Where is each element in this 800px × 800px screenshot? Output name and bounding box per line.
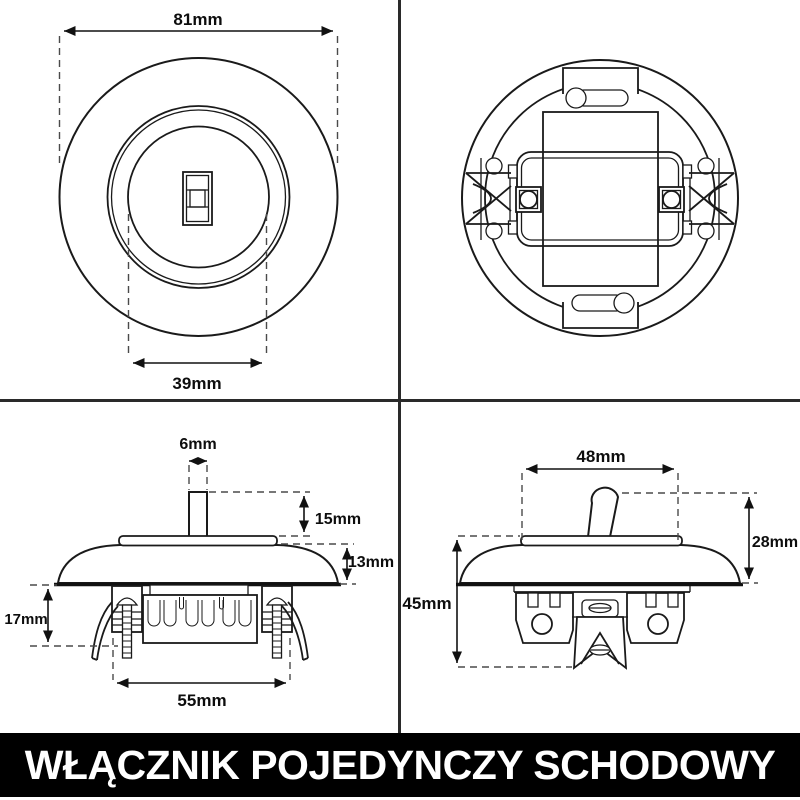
toggle-middle-face xyxy=(190,190,205,207)
toggle-pedestal xyxy=(521,536,682,546)
screw-terminal-right xyxy=(659,187,684,212)
banner-title: WŁĄCZNIK POJEDYNCZY SCHODOWY xyxy=(24,741,776,788)
contact-prong xyxy=(550,593,560,607)
dimension-label-17mm: 17mm xyxy=(4,611,48,628)
dimension-label-6mm: 6mm xyxy=(179,436,217,453)
side-view-drawing xyxy=(54,492,341,660)
expanding-claw-right xyxy=(689,173,734,224)
cover-center-circle xyxy=(128,127,269,268)
screw-shaft-left xyxy=(123,605,132,658)
screw-terminal-left xyxy=(516,187,541,212)
title-banner xyxy=(0,733,800,797)
terminal-box-right xyxy=(627,593,684,643)
toggle-pedestal xyxy=(119,536,277,546)
cover-rim-inner-circle xyxy=(112,110,286,284)
dimension-knob-height xyxy=(209,492,361,536)
dimension-knob-width xyxy=(179,436,216,490)
vertical-divider xyxy=(398,0,401,733)
mechanism-block xyxy=(543,112,658,286)
keyhole-slot-top xyxy=(566,88,628,108)
dimension-label-55mm: 55mm xyxy=(177,691,227,710)
centre-claw xyxy=(572,600,628,668)
screw-shaft-right xyxy=(273,605,282,658)
toggle-front xyxy=(183,172,212,225)
cover-plate-outer-circle xyxy=(60,58,338,336)
dimension-label-81mm: 81mm xyxy=(173,10,223,29)
side-view-panel xyxy=(0,400,400,733)
back-view-panel xyxy=(400,0,800,400)
bracket-right xyxy=(262,586,292,658)
cover-dome xyxy=(460,545,740,583)
contact-prong xyxy=(528,593,538,607)
mechanism-back-side xyxy=(514,586,690,668)
side-toggle-drawing xyxy=(456,488,743,668)
horizontal-divider xyxy=(0,399,800,402)
cover-dome xyxy=(58,545,338,583)
side-toggle-view-panel xyxy=(400,400,800,733)
toggle-lever xyxy=(588,488,618,537)
cover-rim-outer-circle xyxy=(108,106,290,288)
dimension-inner-diameter xyxy=(129,214,267,393)
mech-top-plate xyxy=(150,585,248,595)
dimension-label-13mm: 13mm xyxy=(347,554,395,571)
front-view-drawing xyxy=(60,58,338,336)
toggle-pin xyxy=(189,492,207,537)
dimension-label-15mm: 15mm xyxy=(314,511,362,528)
contact-prong xyxy=(646,593,656,607)
dimension-label-45mm: 45mm xyxy=(402,594,452,613)
front-view-panel xyxy=(0,0,400,400)
dimension-label-28mm: 28mm xyxy=(751,534,799,551)
contact-prong xyxy=(668,593,678,607)
dimension-label-48mm: 48mm xyxy=(576,447,626,466)
terminal-box-left xyxy=(516,593,573,643)
dimension-label-39mm: 39mm xyxy=(172,374,222,393)
bracket-left xyxy=(112,586,142,658)
back-view-drawing xyxy=(462,60,738,336)
dimension-outer-diameter xyxy=(60,10,338,168)
mechanism-side xyxy=(92,585,308,660)
expanding-claw-left xyxy=(466,173,511,224)
toggle-outer-rect xyxy=(183,172,212,225)
dimension-mechanism-width xyxy=(113,638,290,710)
keyhole-slot-bottom xyxy=(572,293,634,313)
